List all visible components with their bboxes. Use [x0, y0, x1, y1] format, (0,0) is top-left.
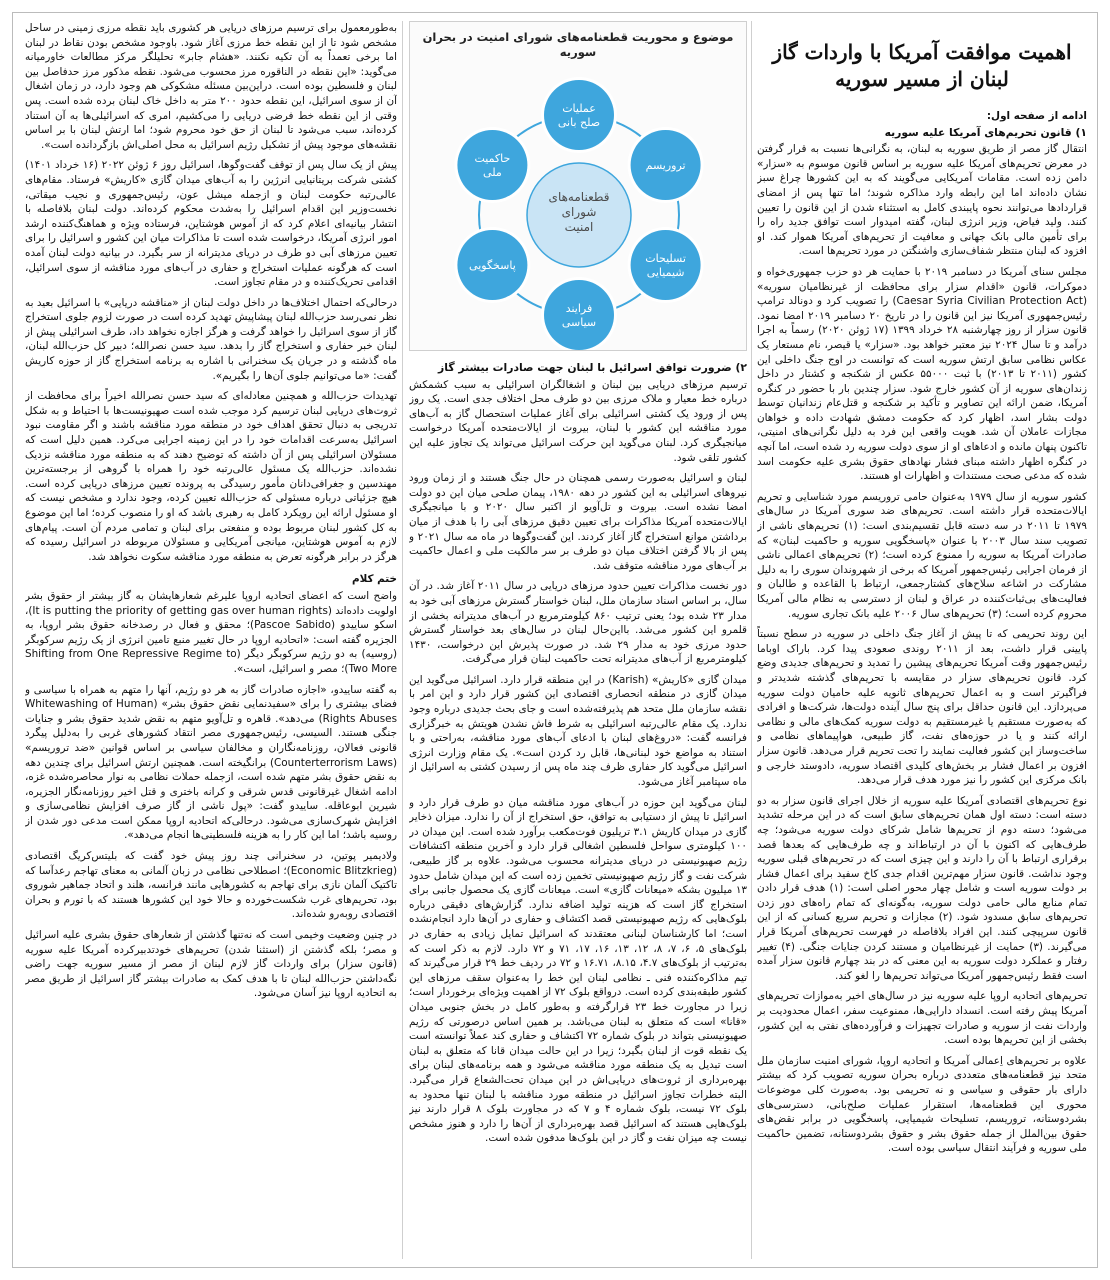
paragraph: مجلس سنای آمریکا در دسامبر ۲۰۱۹ با حمایت هر دو حزب جمهوری‌خواه و دموکرات، قانون «اقدام سزار برای محافظت از غیرنظامیان سوریه» (Caesar Syria Civilian Protection Act) را تصویب کرد و دونالد ترامپ رئیس‌جمهوری آمریکا نیز این قانون را در تاریخ ۲۰ دسامبر ۲۰۱۹ امضا نمود. قانون سزار از روز چهارشنبه ۲۸ خرداد ۱۳۹۹ (۱۷ ژوئن ۲۰۲۰) رسماً به اجرا درآمد و تا سال ۲۰۲۴ نیز معتبر خواهد بود. «سزار» یا قیصر، نام مستعار یک عکاس نظامی سابق ارتش سوریه است که توانست در اوج جنگ داخلی این کشور (۲۰۱۱ تا ۲۰۱۳) با ثبت ۵۵۰۰۰ عکس از شکنجه و کشتار در داخل زندان‌های سوریه از آن کشور خارج شود. سزار چندین بار با حضور در کنگره آمریکا، ضمن ارائه این تصاویر و تأکید بر شکنجه و قتل‌عام زندانیان توسط دولت بشار اسد، اظهار کرد که حکومت دمشق شهادت داده و خواهان مجازات عاملان آن شد. هویت واقعی این فرد به دلیل نگرانی‌های امنیتی، تاکنون پنهان مانده و ادعاهای او از سوی دولت سوریه رد شده است، اما آنچه در کنگره اظهار داشته مبنای فشار نهادهای حقوق بشری علیه حکومت اسد شده که مدعی صحت مستندات و اظهارات او هستند.: [757, 265, 1087, 483]
paragraph: ولادیمیر پوتین، در سخنرانی چند روز پیش خود گفت که بلیتس‌کریگ اقتصادی (Economic Blitzkrieg)؛ اصطلاحی نظامی در زبان آلمانی به معنای تهاجم رعدآسا که تاکتیک آلمان نازی برای تهاجم به کشورهایی مانند فرانسه، هلند و اتحاد جماهیر شوروی بود، تحریم‌های غرب شکست‌خورده و حالا خود این کشورها هستند که با تورم و بحران اقتصادی روبه‌رو شده‌اند.: [25, 850, 397, 921]
node-label: تسلیحات: [645, 252, 686, 266]
node-label: سیاسی: [561, 316, 597, 330]
paragraph: واضح است که اعضای اتحادیه اروپا علیرغم شعارهایشان به گاز بیشتر از حقوق بشر اولویت داده‌اند (It is putting the priority of getting gas over human rights)، اسکو ساییدو (Pascoe Sabido)؛ محقق و فعال در رصدخانه حقوق بشر اروپا، به الجزیره گفته است: «اتحادیه اروپا در حال تغییر منبع تامین انرژی از یک رژیم سرکوبگر (روسیه) به دو رژیم سرکوبگر دیگر (Shifting from One Repressive Regime to Two More)؛ مصر و اسرائیل، است».: [25, 589, 397, 675]
center-label: امنیت: [564, 220, 594, 235]
paragraph: انتقال گاز مصر از طریق سوریه به لبنان، به نگرانی‌ها نسبت به قرار گرفتن در معرض تحریم‌های آمریکا علیه سوریه بر اساس قانون موسوم به «سزار» دامن زده است. مقامات آمریکایی می‌گویند که به این کشورها چراغ سبز نشان داده‌اند اما این رابطه وارد مذاکره شوند؛ اما تنها پس از امضای قراردادها می‌توانند نحوه پایبندی کامل به استثناء شدن از این قانون را تعیین کنند. ولید فیاض، وزیر انرژی لبنان، گفته امیدوار است توافق جدید راه را برای تأمین مالی بانک جهانی و معافیت از تحریم‌های آمریکا هموار کند. او افزود که لبنان منتظر شفاف‌سازی واشنگتن در مورد تحریم‌ها است.: [757, 143, 1087, 258]
cycle-node: [544, 80, 614, 150]
closing-heading: ختم کلام: [351, 573, 397, 586]
paragraph: لبنان می‌گوید این حوزه در آب‌های مورد مناقشه میان دو طرف قرار دارد و اسرائیل تا پیش از دستیابی به توافق، حق استخراج از آن را ندارد. میزان ذخایر گازی در میدان کاریش ۳.۱ تریلیون فوت‌مکعب برآورد شده است. این میدان در ۱۰۰ کیلومتری سواحل فلسطین اشغالی قرار دارد و آخرین منطقه اکتشافات رژیم صهیونیستی در دریای مدیترانه محسوب می‌شود. علاوه بر گاز طبیعی، شرکت نفت و گاز رژیم صهیونیستی تخمین زده است که این میدان شامل حدود ۱۳ میلیون بشکه «میعانات گازی» است. میعانات گازی یک محصول جانبی برای استخراج گاز است که هزینه تولید اضافه ندارد. گزارش‌های دقیقی درباره بلوک‌هایی که رژیم صهیونیستی قصد اکتشاف و حفاری در آن‌ها دارد انجام‌نشده است؛ اما کارشناسان لبنانی معتقدند که اسرائیل تمایل زیادی به حفاری در بلوک‌های ۵، ۶، ۷، ۸، ۱۲، ۱۳، ۱۶، ۱۷، ۷۱ و ۷۲ دارد. لازم به ذکر است که به‌ترتیب از بلوک‌های ۴.۷، ۸.۱۵، ۱۶.۷۱ و ۷۲ در ردیف خط ۲۹ قرار می‌گیرند که تیم مذاکره‌کننده فنی ـ نظامی لبنان این خط را به‌عنوان سقف مرزهای این کشور طبقه‌بندی کرده است. درواقع بلوک ۷۲ از اهمیت ویژه‌ای برخوردار است؛ زیرا در مجاورت خط ۲۳ قرارگرفته و به‌طور کامل در بخش جنوبی میدان «قانا» است که متعلق به لبنان می‌باشد. بر همین اساس درصورتی که رژیم صهیونیستی بتواند در بلوک شماره ۷۲ اکتشاف و حفاری کند عملاً توانسته است یک نقطه قوت از لبنان بگیرد؛ زیرا در این حالت میدان قانا که متعلق به لبنان است تبدیل به یک منطقه مورد مناقشه می‌شود و همه برنامه‌های لبنان برای بهره‌برداری از ثروت‌های دریایی‌اش در این میدان تحت‌الشعاع قرار می‌گیرد. البته خطرات تجاوز اسرائیل در منطقه مورد مناقشه با لبنان تنها محدود به بلوک ۷۲ نیست، بلوک شماره ۴ و ۷ که در مجاورت بلوک ۸ قرار دارند نیز بلوک‌هایی هستند که اسرائیل قصد بهره‌برداری از آن‌ها را دارد و هنوز مشخص نیست چه میزان نفت و گاز در این بلوک‌ها مدفون شده است.: [409, 796, 747, 1145]
node-label: حاکمیت: [474, 152, 511, 166]
paragraph: ترسیم مرزهای دریایی بین لبنان و اشغالگران اسرائیلی به سبب کشمکش درباره خط معیار و ملاک مرزی بین دو طرف محل اختلاف جدی است. یک روز پس از ورود یک کشتی اسرائیلی برای آغاز عملیات استحصال گاز به آب‌های مورد مناقشه این کشور با لبنان، بیروت از ایالات‌متحده آمریکا درخواست میانجیگری کرد. لبنان می‌گوید این حرکت اسرائیل می‌تواند یک تجاوز علیه این کشور تلقی شود.: [409, 378, 747, 464]
paragraph: دور نخست مذاکرات تعیین حدود مرزهای دریایی در سال ۲۰۱۱ آغاز شد. در آن سال، بر اساس اسناد سازمان ملل، لبنان خواستار گسترش مرزهای آبی خود به مدار ۲۳ شده بود؛ یعنی ترتیب ۸۶۰ کیلومترمربع در آب‌های مدیترانه بخشی از قلمرو این کشور می‌شد. بااین‌حال لبنان در سال‌های بعد خواستار گسترش حدود مرزی خود به مدار ۲۹ شد. در صورت پذیرش این درخواست، ۱۴۳۰ کیلومترمربع از آب‌های مدیترانه تحت حاکمیت لبنان قرار می‌گرفت.: [409, 580, 747, 666]
node-label: تروریسم: [645, 159, 686, 173]
paragraph: در چنین وضعیت وخیمی است که نه‌تنها گذشتن از شعارهای حقوق بشری علیه اسرائیل و مصر؛ بلکه گذشتن از (استثنا شدن) تحریم‌های خودتدبیرکرده آمریکا علیه سوریه (قانون سزار) برای واردات گاز لازم لبنان از مصر از مسیر سوریه جهت راضی نگه‌داشتن حزب‌الله لبنان تا با هدف کمک به صادرات بیشتر گاز اسرائیل از طریق مصر به اتحادیه اروپا نیز آسان می‌شود.: [25, 929, 397, 1000]
paragraph: تحریم‌های اتحادیه اروپا علیه سوریه نیز در سال‌های اخیر به‌موازات تحریم‌های آمریکا پیش رفته است. انسداد دارایی‌ها، ممنوعیت سفر، اعمال محدودیت بر واردات نفت از سوریه و صادرات تجهیزات و فرآورده‌های نفتی به این کشور، بخشی از این تحریم‌ها بوده است.: [757, 990, 1087, 1047]
cycle-node: [544, 280, 614, 350]
column-right: [757, 21, 1087, 1259]
resolutions-figure: [409, 21, 747, 351]
paragraph: پیش از یک سال پس از توقف گفت‌وگوها، اسرائیل روز ۶ ژوئن ۲۰۲۲ (۱۶ خرداد ۱۴۰۱) کشتی شرکت بریتانیایی انرژین را به آب‌های میدان گازی «کاریش» فرستاد. مقام‌های عالی‌رتبه حکومت لبنان و ازجمله میشل عون، رئیس‌جمهوری و نجیب میقاتی، نخست‌وزیر این اقدام اسرائیل را به‌شدت محکوم کرده‌اند. دولت لبنان بلافاصله با انتشار بیانیه‌ای اعلام کرد که از آموس هوشتاین، فرستاده ویژه و هماهنگ‌کننده ارشد امور انرژی آمریکا، درخواست شده است تا مذاکرات میان این کشور و اسرائیل را برای تعیین مرزهای آبی دو طرف در دریای مدیترانه از سر بگیرد. در بیانیه دولت لبنان آمده است که هرگونه عملیات استخراج و حفاری در آب‌های مورد مناقشه از سوی اسرائیل، اقدامی تحریک‌کننده و در مقام تجاوز است.: [25, 159, 397, 289]
cycle-node: [631, 230, 701, 300]
column-divider: [402, 21, 403, 1259]
cycle-node: [457, 130, 527, 200]
paragraph: لبنان و اسرائیل به‌صورت رسمی همچنان در حال جنگ هستند و از زمان ورود نیروهای اسرائیلی به این کشور در دهه ۱۹۸۰، پیمان صلحی میان این دو دولت امضا نشده است. بیروت و تل‌آویو از اکتبر سال ۲۰۲۰ و با میانجیگری ایالات‌متحده آمریکا مذاکرات برای تعیین دقیق مرزهای آبی را با هدف از میان برداشتن موانع استخراج گاز آغاز کردند. این گفت‌وگوها در ماه مه سال ۲۰۲۱ و پس از بالا گرفتن اختلاف میان دو طرف بر سر مالکیت ملی و اعمال حاکمیت بر آب‌های مورد مناقشه متوقف شد.: [409, 472, 747, 572]
column-divider: [751, 21, 752, 1259]
paragraph: به‌طورمعمول برای ترسیم مرزهای دریایی هر کشوری باید نقطه مرزی زمینی در ساحل مشخص شود تا از این نقطه خط مرزی آغاز شود. باوجود مشخص بودن نقاط در لبنان اما برخی تعمداً به آن تکیه نکنند. «هشام جابر» تحلیلگر مرکز مطالعات خاورمیانه می‌گوید: «این نقطه در الناقوره مرز محسوب می‌شود. نقطه مذکور مرز حدفاصل بین لبنان و فلسطین بوده است. دراین‌بین مسئله مشکوکی هم وجود دارد، در زمان اشغال آن از سوی اسرائیل، این نقطه حدود ۲۰۰ متر به داخل خاک لبنان برده شده است. پس وقتی از این نقطه خط فرضی دریایی را می‌کشیم، امری که اسرائیلی‌ها به آن استناد کرده‌اند، سبب می‌شود تا لبنان از حق خود محروم شود؛ اما ارتش لبنان با بر اساس نقشه‌های موجود پیش از تشکیل رژیم اسرائیل به محل اصلی‌اش بازگردانده است».: [25, 22, 397, 151]
node-label: پاسخگویی: [469, 259, 516, 273]
center-label: شورای: [561, 205, 597, 220]
paragraph: این روند تحریمی که تا پیش از آغاز جنگ داخلی در سوریه در سطح نسبتاً پایینی قرار داشت، بعد از ۲۰۱۱ روندی صعودی پیدا کرد. باراک اوباما رئیس‌جمهور وقت آمریکا تحریم‌های پیشین را تمدید و تحریم‌های جدیدی وضع کرد. قانون تحریم‌های سزار در مقایسه با تحریم‌های گذشته شدیدتر و فراگیرتر است و به اعمال تحریم‌های ثانویه علیه حامیان دولت سوریه می‌پردازد. این قانون حداقل برای پنج سال آینده دولت‌ها، شرکت‌ها و افرادی که به‌صورت مستقیم یا غیرمستقیم به دولت سوریه کمک‌های مالی و نظامی ارائه کنند و یا در حوزه‌های نفت، گاز طبیعی، هواپیماهای نظامی و ساخت‌وساز این کشور فعالیت نمایند را تحت تحریم قرار می‌دهد. قانون سزار افزون بر اعمال فشار بر بخش‌های کلیدی اقتصاد سوریه، دادوستد خارجی و بانک مرکزی این کشور را نیز مورد هدف قرار می‌دهد.: [757, 628, 1087, 787]
paragraph: علاوه بر تحریم‌های اِعمالی آمریکا و اتحادیه اروپا، شورای امنیت سازمان ملل متحد نیز قطعنامه‌های متعددی درباره بحران سوریه تصویب کرد که بیشتر دارای بار حقوقی و سیاسی و نه تحریمی بود. به‌صورت کلی موضوعات محوری این قطعنامه‌ها، استقرار عملیات صلح‌بانی، دسترسی‌های بشردوستانه، تروریسم، تسلیحات شیمیایی، پاسخگویی در برابر نقض‌های حقوق بین‌الملل از جمله حقوق بشر و حقوق بشردوستانه، تضمین حاکمیت ملی سوریه و فرآیند انتقال سیاسی بوده است.: [757, 1054, 1087, 1155]
article-title: اهمیت موافقت آمریکا با واردات گاز لبنان از مسیر سوریه: [772, 40, 1072, 91]
figure-title: موضوع و محوریت قطعنامه‌های شورای امنیت در بحران سوریه: [422, 30, 734, 59]
node-label: صلح بانی: [557, 116, 601, 130]
section1-heading: ۱) قانون تحریم‌های آمریکا علیه سوریه: [884, 125, 1087, 139]
paragraph: درحالی‌که احتمال اختلاف‌ها در داخل دولت لبنان از «مناقشه دریایی» با اسرائیل بعید به نظر نمی‌رسد حزب‌الله لبنان پیشاپیش تهدید کرده است در صورت لزوم جلوی استخراج گاز از سوی اسرائیل را خواهد گرفت و هرگز اجازه نخواهد داد، طرف اسرائیلی پیش از لبنان خبر حفاری و استخراج گاز را بدهد. سید حسن نصرالله؛ دبیر کل حزب‌الله لبنان، ماه گذشته و در جریان یک سخنرانی با اشاره به برنامه استخراج گاز از حوزه کاریش گفت: «ما می‌توانیم جلوی آن‌ها را بگیریم».: [25, 296, 397, 382]
newspaper-page: [12, 12, 1098, 1268]
column-middle: [409, 21, 747, 1259]
resolutions-cycle-diagram: [416, 65, 742, 350]
paragraph: میدان گازی «کاریش» (Karish) در این منطقه قرار دارد. اسرائیل می‌گوید این میدان گازی در منطقه انحصاری اقتصادی این کشور قرار دارد و این امر با نقشه سازمان ملل متحد هم پذیرفته‌شده است و جای بحث جدیدی درباره وجود ندارد. یک مقام عالی‌رتبه اسرائیلی به شرط فاش نشدن هویتش به خبرگزاری فرانسه گفت: «دروغ‌های لبنان با ادعای آب‌های مورد مناقشه، به‌راحتی و با استناد به مواضع خود لبنانی‌ها، قابل رد کردن است». یک مقام وزارت انرژی اسرائیل می‌گوید کار حفاری ظرف چند ماه پس از رسیدن کشتی به اسرائیل از ماه سپتامبر آغاز می‌شود.: [409, 673, 747, 789]
node-label: ملی: [483, 166, 502, 180]
paragraph: به گفته ساییدو، «اجازه صادرات گاز به هر دو رژیم، آنها را متهم به همراه با سیاسی و فضای بیشتری را برای «سفیدنمایی نقض حقوق بشر» (Whitewashing of Human Rights Abuses) می‌دهد». قاهره و تل‌آویو متهم به نقض شدید حقوق بشر و جنایات جنگی هستند. السیسی، رئیس‌جمهوری مصر انتقاد کشورهای غربی را به‌دلیل پیگرد قانونی فعالان، روزنامه‌نگاران و مخالفان سیاسی بر اساس قوانین «ضد تروریسم» (Counterterrorism Laws) برانگیخته است. همچنین ارتش اسرائیل برای چندین دهه به نقض حقوق بشر متهم شده است، ازجمله حملات نظامی به نوار محاصره‌شده غزه، ادامه اشغال غیرقانونی قدس شرقی و کرانه باختری و قتل اخیر روزنامه‌نگار الجزیره، شیرین ابوعاقله. ساییدو گفت: «پول ناشی از گاز صرف افزایش نظامی‌سازی و افزایش شهرک‌سازی می‌شود. درحالی‌که اتحادیه اروپا ممکن است مدعی دور شدن از روسیه باشد؛ اما این کار را به هزینه فلسطینی‌ها انجام می‌دهد».: [25, 683, 397, 842]
node-label: شیمیایی: [646, 266, 685, 280]
node-label: فرایند: [565, 302, 593, 316]
paragraph: نوع تحریم‌های اقتصادی آمریکا علیه سوریه از خلال اجرای قانون سزار به دو دسته است: دسته اول همان تحریم‌های سابق است که در این مرحله تشدید می‌شود؛ دسته دوم از تحریم‌ها شامل شرکای دولت سوریه می‌شود؛ چه طرف‌هایی که اکنون با آن در ارتباط‌اند و چه طرف‌هایی که بعدها قصد برقراری ارتباط با آن را دارند و این چیزی است که در تحریم‌های قبلی سوریه وجود نداشت. قانون سزار مهم‌ترین اقدام جدی کاخ سفید برای اعمال فشار بر دولت سوریه است و شامل چهار محور اصلی است: (۱) هدف قرار دادن تمام منابع مالی حامی دولت سوریه، به‌گونه‌ای که تمام راه‌های دور زدن تحریم‌های سابق مسدود شود. (۲) مجازات و تحریم سریع کسانی که از این قانون سرپیچی کنند. این افراد بلافاصله در فهرست تحریم‌های آمریکا قرار می‌گیرند. (۳) حمایت از غیرنظامیان و مستند کردن جنایات جنگی. (۴) تغییر رفتار و عملکرد دولت سوریه به این معنی که در بند چهارم قانون سزار آمده است فقط رئیس‌جمهور آمریکا می‌تواند تحریم‌ها را لغو کند.: [757, 794, 1087, 982]
paragraph: کشور سوریه از سال ۱۹۷۹ به‌عنوان حامی تروریسم مورد شناسایی و تحریم ایالات‌متحده قرار داشته است. تحریم‌های ضد سوری آمریکا در سال‌های ۱۹۷۹ تا ۲۰۱۱ در سه دسته قابل تقسیم‌بندی است: (۱) تحریم‌های ناشی از تصویب سند سال ۲۰۰۳ با عنوان «پاسخگویی سوریه و حاکمیت لبنان» که صادرات آمریکا به سوریه را ممنوع کرده است؛ (۲) تحریم‌های اعمالی ناشی از فرمان اجرایی رئیس‌جمهور آمریکا که برخی از شهروندان سوری را به دلیل مشارکت در اشاعه سلاح‌های کشتارجمعی، ارتباط با القاعده و طالبان و فعالیت‌های بی‌ثبات‌کننده در عراق و لبنان از دسترسی به نظام مالی آمریکا محروم کرده است؛ (۳) تحریم‌های سال ۲۰۰۶ علیه بانک تجاری سوریه.: [757, 490, 1087, 620]
continued-note: ادامه از صفحه اول:: [986, 110, 1087, 122]
paragraph: تهدیدات حزب‌الله و همچنین معادله‌ای که سید حسن نصرالله اخیراً برای محافظت از ثروت‌های دریایی لبنان ترسیم کرد موجب شده است صهیونیست‌ها با احتیاط و به شکل تدریجی به دنبال تحقق اهداف خود در منطقه مورد مناقشه باشند و اگر مقاومت نبود اسرائیل به‌سرعت اقدامات خود را در این زمینه اجرایی می‌کرد. همین دلیل است که مسئولان اسرائیلی پس از آن داشته که توضیح دهند که به منطقه مورد مناقشه نزدیک نشده‌اند. حزب‌الله یک مسئول عالی‌رتبه خود را همراه با گروهی از برجسته‌ترین مهندسین و جغرافی‌دانان مأمور رسیدگی به پرونده تعیین مرزهای دریایی کرده است. هیچ جزئیاتی درباره مسئولی که حزب‌الله تعیین کرده، وجود ندارد و مشخص نیست که او مسئول ارائه این رویکرد کامل به رهبری باشد که او را منصوب کرده؛ اما این موضوع به کل کشور لبنان مربوط بوده و منفعتی برای لبنان و تمامی مردم آن است. پیام‌های لازم به آموس هوشتاین، میانجی آمریکایی و مسئولان مربوطه در اسرائیل رسیده که هرگز در برابر هرگونه تعرض به منطقه مورد مناقشه سکوت نخواهد شد.: [25, 390, 397, 563]
section2-heading: ۲) ضرورت توافق اسرائیل با لبنان جهت صادرات بیشتر گاز: [438, 361, 747, 374]
node-label: عملیات: [562, 102, 596, 116]
column-left: [25, 21, 397, 1259]
center-label: قطعنامه‌های: [548, 190, 610, 205]
